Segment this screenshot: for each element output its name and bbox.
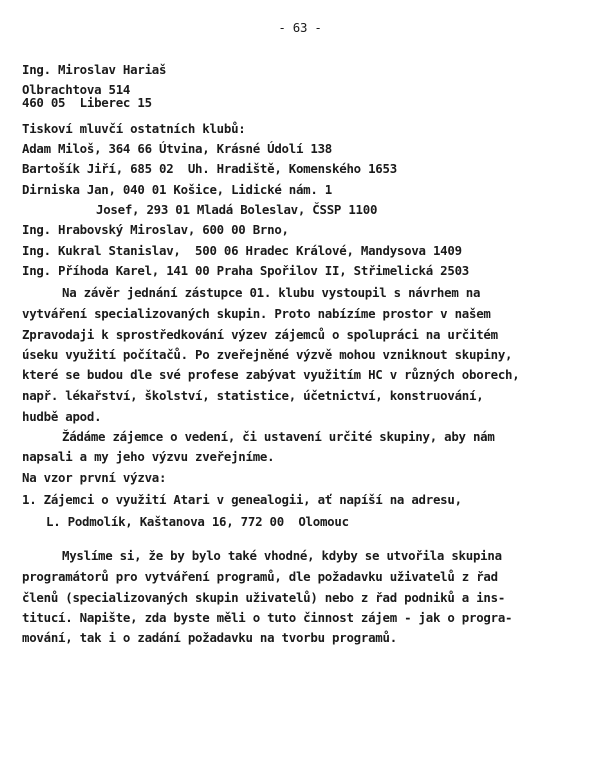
spokesperson-entry: Ing. Hrabovský Miroslav, 600 00 Brno, bbox=[22, 222, 289, 237]
spokesperson-entry: Dirniska Jan, 040 01 Košice, Lidické nám. 1 bbox=[22, 182, 333, 197]
paragraph1-line: úseku využití počítačů. Po zveřejněné výzvě mohou vzniknout skupiny, bbox=[22, 347, 513, 362]
spokesperson-entry: Josef, 293 01 Mladá Boleslav, ČSSP 1100 bbox=[96, 202, 378, 217]
paragraph1-line: Na závěr jednání zástupce 01. klubu vystoupil s návrhem na bbox=[62, 285, 481, 300]
paragraph3-line: členů (specializovaných skupin uživatelů) nebo z řad podniků a ins- bbox=[22, 590, 506, 605]
paragraph3-line: programátorů pro vytváření programů, dle požadavku uživatelů z řad bbox=[22, 569, 498, 584]
example-item-line: 1. Zájemci o využití Atari v genealogii, ať napíší na adresu, bbox=[22, 492, 462, 507]
paragraph1-line: vytváření specializovaných skupin. Proto nabízíme prostor v našem bbox=[22, 306, 491, 321]
paragraph1-line: Zpravodaji k sprostředkování výzev zájemců o spolupráci na určitém bbox=[22, 327, 498, 342]
spokespersons-heading: Tiskoví mluvčí ostatních klubů: bbox=[22, 121, 246, 136]
paragraph2-line: napsali a my jeho výzvu zveřejníme. bbox=[22, 449, 275, 464]
spokesperson-entry: Bartošík Jiří, 685 02 Uh. Hradiště, Komenského 1653 bbox=[22, 161, 397, 176]
paragraph1-line: které se budou dle své profese zabývat využitím HC v různých oborech, bbox=[22, 367, 520, 382]
paragraph2-line: Žádáme zájemce o vedení, či ustavení určité skupiny, aby nám bbox=[62, 429, 495, 444]
spokesperson-entry: Adam Miloš, 364 66 Útvina, Krásné Údolí 138 bbox=[22, 141, 333, 156]
contact-name: Ing. Miroslav Hariaš bbox=[22, 62, 167, 77]
paragraph1-line: např. lékařství, školství, statistice, účetnictví, konstruování, bbox=[22, 388, 484, 403]
paragraph3-line: Myslíme si, že by bylo také vhodné, kdyby se utvořila skupina bbox=[62, 548, 502, 563]
page-number: - 63 - bbox=[278, 20, 322, 35]
contact-street: Olbrachtova 514 bbox=[22, 82, 131, 97]
example-heading: Na vzor první výzva: bbox=[22, 470, 167, 485]
spokesperson-entry: Ing. Příhoda Karel, 141 00 Praha Spořilov II, Střimelická 2503 bbox=[22, 263, 470, 278]
paragraph3-line: mování, tak i o zadání požadavku na tvorbu programů. bbox=[22, 630, 397, 645]
spokesperson-entry: Ing. Kukral Stanislav, 500 06 Hradec Králové, Mandysova 1409 bbox=[22, 243, 462, 258]
contact-city: 460 05 Liberec 15 bbox=[22, 95, 152, 110]
paragraph3-line: titucí. Napište, zda byste měli o tuto činnost zájem - jak o progra- bbox=[22, 610, 513, 625]
example-item-address: L. Podmolík, Kaštanova 16, 772 00 Olomouc bbox=[46, 514, 349, 529]
paragraph1-line: hudbě apod. bbox=[22, 409, 102, 424]
